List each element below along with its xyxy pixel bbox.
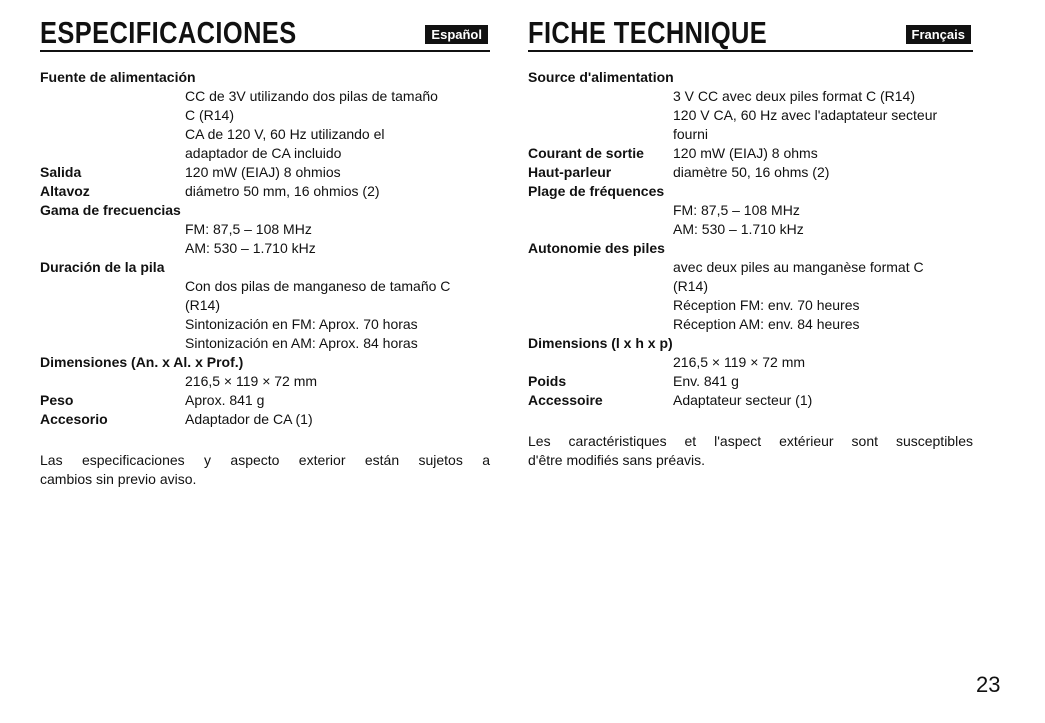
spec-values (40, 220, 490, 258)
spec-value-line: CC de 3V utilizando dos pilas de tamaño (185, 88, 438, 104)
spec-value-line: 216,5 × 119 × 72 mm (673, 354, 806, 370)
spec-row (40, 163, 490, 182)
spec-label: Dimensiones (An. x Al. x Prof.) (40, 354, 244, 370)
spec-label: Accesorio (40, 411, 108, 427)
spanish-note (40, 451, 490, 489)
spec-label: Dimensions (l x h x p) (528, 335, 673, 351)
spec-row (40, 201, 490, 258)
spec-row (40, 182, 490, 201)
spec-row (528, 163, 973, 182)
spec-row (528, 68, 973, 144)
spec-value-line: 3 V CC avec deux piles format C (R14) (673, 88, 915, 104)
spec-values (40, 87, 490, 163)
spec-value-line: adaptador de CA incluido (185, 145, 342, 161)
spec-value-line: Réception FM: env. 70 heures (673, 297, 860, 313)
spec-label: Accessoire (528, 392, 603, 408)
spec-label: Source d'alimentation (528, 69, 674, 85)
spec-row (40, 391, 490, 410)
spec-value-line: Adaptateur secteur (1) (673, 392, 813, 408)
spec-row (528, 372, 973, 391)
spec-label: Autonomie des piles (528, 240, 665, 256)
spec-value-line: 120 mW (EIAJ) 8 ohms (673, 145, 818, 161)
french-spec-list (528, 68, 973, 410)
spec-value-line: C (R14) (185, 107, 235, 123)
spec-row (528, 334, 973, 372)
spec-values (528, 201, 973, 239)
french-note-line-2: d'être modifiés sans préavis. (528, 452, 705, 468)
spec-value-line: (R14) (185, 297, 221, 313)
spanish-title: ESPECIFICACIONES (40, 15, 297, 50)
spanish-column (40, 0, 490, 489)
spec-value-line: 120 mW (EIAJ) 8 ohmios (185, 164, 341, 180)
spec-label: Duración de la pila (40, 259, 165, 275)
spec-label: Gama de frecuencias (40, 202, 181, 218)
spec-values (528, 258, 973, 334)
spec-values (40, 182, 490, 201)
spec-value-line: Réception AM: env. 84 heures (673, 316, 860, 332)
spec-label: Poids (528, 373, 567, 389)
page-number: 23 (976, 672, 1001, 697)
spanish-heading-row (40, 0, 490, 52)
spec-values (40, 372, 490, 391)
spec-row (528, 239, 973, 334)
spec-value-line: diámetro 50 mm, 16 ohmios (2) (185, 183, 380, 199)
french-language-badge: Français (906, 25, 971, 44)
spec-value-line: Sintonización en AM: Aprox. 84 horas (185, 335, 418, 351)
spec-label: Courant de sortie (528, 145, 644, 161)
french-column (528, 0, 973, 470)
spanish-language-badge: Español (425, 25, 488, 44)
spec-value-line: Adaptador de CA (1) (185, 411, 313, 427)
spec-values (40, 163, 490, 182)
spec-value-line: fourni (673, 126, 709, 142)
spec-value-line: FM: 87,5 – 108 MHz (185, 221, 312, 237)
spanish-note-line-1: Las especificaciones y aspecto exterior están sujetos a (40, 452, 490, 468)
spec-label: Altavoz (40, 183, 90, 199)
spec-label: Haut-parleur (528, 164, 612, 180)
spec-value-line: AM: 530 – 1.710 kHz (673, 221, 804, 237)
spec-values (528, 87, 973, 144)
spec-values (40, 277, 490, 353)
spec-value-line: 216,5 × 119 × 72 mm (185, 373, 318, 389)
spanish-spec-list (40, 68, 490, 429)
spec-value-line: Sintonización en FM: Aprox. 70 horas (185, 316, 418, 332)
spec-value-line: avec deux piles au manganèse format C (673, 259, 924, 275)
spec-row (40, 68, 490, 163)
french-heading-row (528, 0, 973, 52)
spec-row (40, 258, 490, 353)
spec-row (528, 391, 973, 410)
spec-label: Peso (40, 392, 74, 408)
spec-row (528, 144, 973, 163)
spec-value-line: diamètre 50, 16 ohms (2) (673, 164, 830, 180)
spec-value-line: CA de 120 V, 60 Hz utilizando el (185, 126, 385, 142)
spec-value-line: (R14) (673, 278, 709, 294)
spec-label: Salida (40, 164, 82, 180)
spec-row (528, 182, 973, 239)
spec-value-line: Env. 841 g (673, 373, 739, 389)
spec-value-line: Aprox. 841 g (185, 392, 265, 408)
spec-values (40, 391, 490, 410)
spec-label: Fuente de alimentación (40, 69, 196, 85)
spec-row (40, 353, 490, 391)
spec-value-line: 120 V CA, 60 Hz avec l'adaptateur secteur (673, 107, 938, 123)
spec-value-line: Con dos pilas de manganeso de tamaño C (185, 278, 451, 294)
french-note-line-1: Les caractéristiques et l'aspect extérieur sont susceptibles (528, 433, 973, 449)
spec-value-line: AM: 530 – 1.710 kHz (185, 240, 316, 256)
spec-value-line: FM: 87,5 – 108 MHz (673, 202, 800, 218)
spanish-note-line-2: cambios sin previo aviso. (40, 471, 197, 487)
french-title: FICHE TECHNIQUE (528, 15, 768, 50)
spec-values (528, 372, 973, 391)
spec-label: Plage de fréquences (528, 183, 665, 199)
spec-row (40, 410, 490, 429)
spec-values (528, 353, 973, 372)
french-note (528, 432, 973, 470)
